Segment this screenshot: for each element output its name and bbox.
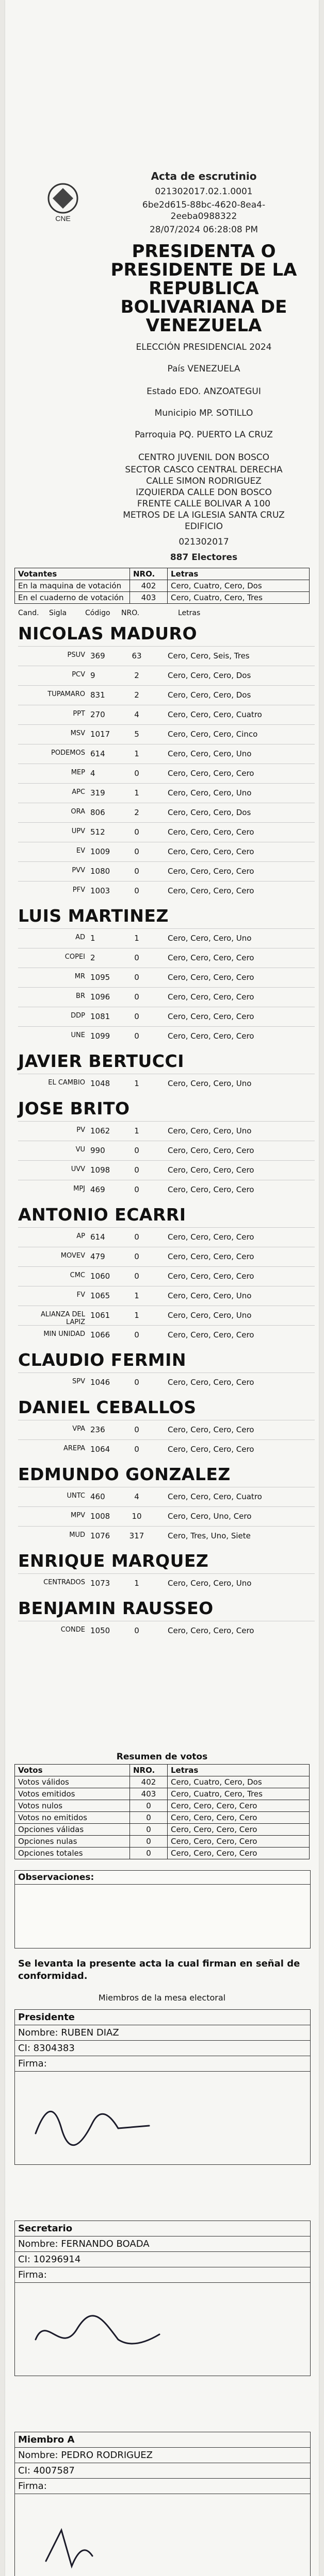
country: País VENEZUELA (167, 364, 240, 374)
candidate-name: BENJAMIN RAUSSEO (18, 1598, 214, 1618)
member-role: Miembro A (15, 2432, 310, 2448)
acta-paper (5, 0, 319, 2576)
party-nro: 2 (134, 690, 139, 700)
party-nro: 0 (134, 847, 139, 856)
party-row (18, 1573, 315, 1594)
party-nro: 0 (134, 1185, 139, 1194)
party-sigla: ALIANZA DEL LAPIZ (41, 1311, 85, 1326)
party-letras: Cero, Cero, Cero, Cero (168, 867, 254, 876)
summary-row: Votos no emitidos 0 Cero, Cero, Cero, Cero (15, 1812, 310, 1824)
svg-text:CNE: CNE (55, 214, 71, 223)
party-letras: Cero, Cero, Cero, Cero (168, 973, 254, 982)
party-sigla: MPV (71, 1512, 85, 1519)
party-nro: 0 (134, 867, 139, 876)
party-row (18, 1325, 315, 1345)
signature-scribble (15, 2494, 310, 2576)
party-cod: 1017 (90, 730, 110, 739)
title-line-1: PRESIDENTA O (132, 241, 276, 262)
party-letras: Cero, Cero, Uno, Cero (168, 1512, 252, 1521)
party-nro: 1 (134, 1126, 139, 1136)
party-cod: 1048 (90, 1079, 110, 1088)
member-signature-box (14, 2432, 311, 2576)
summary-table: Votos NRO. Letras Votos válidos 402 Cero, Cuatro, Cero, Dos Votos emitidos 403 Cero, Cuatro, Cero, Tres Votos nulos 0 Cero, Cero, Cero, Cero Votos no emitidos 0 Cero, Cero, Cero, Cero Opciones válidas 0 Cero, Cero, Cero, Cero Opciones nulas 0 Cero, Cero, Cero, Cero Opciones totales 0 Cero, Cero, Cero, Cero (14, 1764, 310, 1859)
center-name: CENTRO JUVENIL DON BOSCO (138, 452, 270, 463)
signature-area (15, 2494, 310, 2576)
party-cod: 1098 (90, 1165, 110, 1175)
party-cod: 1008 (90, 1512, 110, 1521)
candidate-name: ANTONIO ECARRI (18, 1205, 186, 1225)
address-4: FRENTE CALLE BOLIVAR A 100 (137, 499, 271, 509)
party-nro: 2 (134, 808, 139, 817)
voters-header-nro: NRO. (130, 568, 168, 580)
address-1: SECTOR CASCO CENTRAL DERECHA (125, 465, 283, 475)
summary-row: Opciones nulas 0 Cero, Cero, Cero, Cero (15, 1836, 310, 1848)
party-sigla: AREPA (63, 1445, 85, 1452)
party-cod: 1073 (90, 1579, 110, 1588)
party-letras: Cero, Cero, Cero, Cero (168, 1031, 254, 1041)
party-row (18, 705, 315, 725)
party-letras: Cero, Cero, Cero, Cero (168, 769, 254, 778)
party-sigla: MSV (70, 730, 85, 737)
party-nro: 1 (134, 1079, 139, 1088)
party-nro: 0 (134, 1425, 139, 1434)
voters-row: En el cuaderno de votación 403 Cero, Cuatro, Cero, Tres (15, 592, 310, 604)
party-sigla: PV (76, 1126, 85, 1134)
party-sigla: PCV (72, 671, 85, 679)
party-nro: 1 (134, 749, 139, 758)
party-nro: 0 (134, 1626, 139, 1635)
party-sigla: MOVEV (60, 1252, 85, 1260)
party-row (18, 1026, 315, 1046)
party-nro: 2 (134, 671, 139, 680)
party-row (18, 646, 315, 666)
party-nro: 10 (132, 1512, 142, 1521)
party-sigla: UNTC (67, 1492, 85, 1500)
party-sigla: PODEMOS (51, 749, 85, 757)
party-sigla: MUD (69, 1531, 85, 1539)
party-cod: 319 (90, 788, 105, 798)
party-nro: 1 (134, 934, 139, 943)
party-sigla: MR (74, 973, 85, 980)
party-letras: Cero, Cero, Cero, Uno (168, 934, 252, 943)
party-letras: Cero, Cero, Cero, Uno (168, 749, 252, 758)
party-row (18, 842, 315, 862)
party-row (18, 1227, 315, 1247)
party-cod: 1062 (90, 1126, 110, 1136)
address-2: CALLE SIMON RODRIGUEZ (146, 476, 262, 486)
party-sigla: EV (76, 847, 85, 855)
summary-row: Opciones válidas 0 Cero, Cero, Cero, Cero (15, 1824, 310, 1836)
candidate-name: JAVIER BERTUCCI (18, 1051, 184, 1071)
party-letras: Cero, Cero, Cero, Cero (168, 1185, 254, 1194)
party-row (18, 861, 315, 882)
party-sigla: ORA (71, 808, 85, 816)
party-row (18, 928, 315, 948)
party-sigla: CENTRADOS (43, 1579, 85, 1586)
party-cod: 831 (90, 690, 105, 700)
summary-row: Votos nulos 0 Cero, Cero, Cero, Cero (15, 1800, 310, 1812)
member-firma: Firma: (15, 2267, 310, 2283)
party-letras: Cero, Cero, Seis, Tres (168, 651, 250, 660)
party-cod: 4 (90, 769, 95, 778)
party-cod: 990 (90, 1146, 105, 1155)
party-cod: 1060 (90, 1272, 110, 1281)
party-letras: Cero, Cero, Cero, Cero (168, 1425, 254, 1434)
hash-line-1: 6be2d615-88bc-4620-8ea4- (142, 200, 266, 210)
party-cod: 1095 (90, 973, 110, 982)
member-ci: CI: 10296914 (15, 2252, 310, 2267)
title-line-2: PRESIDENTE DE LA (110, 260, 297, 280)
address-6: EDIFICIO (185, 521, 223, 532)
title-line-5: VENEZUELA (145, 315, 262, 336)
party-letras: Cero, Cero, Cero, Cero (168, 1012, 254, 1021)
summary-row: Opciones totales 0 Cero, Cero, Cero, Cero (15, 1848, 310, 1859)
member-nombre: Nombre: FERNANDO BOADA (15, 2236, 310, 2252)
party-letras: Cero, Cero, Cero, Cero (168, 992, 254, 1002)
party-row (18, 948, 315, 968)
party-sigla: MIN UNIDAD (43, 1330, 85, 1338)
member-ci: CI: 4007587 (15, 2463, 310, 2479)
party-cod: 1080 (90, 867, 110, 876)
title-line-3: REPUBLICA (149, 278, 259, 299)
party-row (18, 803, 315, 823)
voters-header-votantes: Votantes (15, 568, 130, 580)
summary-title: Resumen de votos (116, 1752, 208, 1762)
party-letras: Cero, Cero, Cero, Cero (168, 1378, 254, 1387)
party-cod: 614 (90, 1232, 105, 1242)
party-row (18, 987, 315, 1007)
party-cod: 469 (90, 1185, 105, 1194)
party-nro: 0 (134, 992, 139, 1002)
candidate-name: EDMUNDO GONZALEZ (18, 1464, 231, 1484)
party-sigla: UPV (71, 827, 85, 835)
party-letras: Cero, Cero, Cero, Cuatro (168, 710, 262, 719)
party-row (18, 1141, 315, 1161)
party-letras: Cero, Cero, Cero, Uno (168, 1291, 252, 1300)
municipality: Municipio MP. SOTILLO (154, 408, 253, 418)
party-sigla: UNE (71, 1031, 85, 1039)
party-row (18, 1007, 315, 1027)
candidate-name: NICOLAS MADURO (18, 623, 198, 643)
member-firma: Firma: (15, 2479, 310, 2494)
party-nro: 0 (134, 886, 139, 895)
party-letras: Cero, Cero, Cero, Cinco (168, 730, 258, 739)
party-row (18, 1286, 315, 1306)
party-row (18, 1506, 315, 1527)
party-cod: 270 (90, 710, 105, 719)
party-row (18, 783, 315, 803)
party-row (18, 822, 315, 842)
party-row (18, 1372, 315, 1393)
candidate-name: JOSE BRITO (18, 1098, 130, 1118)
party-cod: 369 (90, 651, 105, 660)
member-firma: Firma: (15, 2056, 310, 2072)
party-nro: 1 (134, 788, 139, 798)
party-letras: Cero, Cero, Cero, Cero (168, 1330, 254, 1340)
party-row (18, 1420, 315, 1440)
party-cod: 1046 (90, 1378, 110, 1387)
party-row (18, 1526, 315, 1546)
party-letras: Cero, Cero, Cero, Cero (168, 1165, 254, 1175)
party-sigla: UVV (71, 1165, 85, 1173)
party-letras: Cero, Cero, Cero, Dos (168, 690, 251, 700)
party-row (18, 881, 315, 901)
party-nro: 1 (134, 1291, 139, 1300)
candidate-name: LUIS MARTINEZ (18, 906, 169, 926)
party-row (18, 1487, 315, 1507)
party-letras: Cero, Cero, Cero, Uno (168, 788, 252, 798)
party-cod: 614 (90, 749, 105, 758)
party-cod: 1096 (90, 992, 110, 1002)
party-letras: Cero, Cero, Cero, Cuatro (168, 1492, 262, 1501)
party-cod: 1061 (90, 1311, 110, 1320)
candidate-name: DANIEL CEBALLOS (18, 1397, 197, 1417)
party-nro: 0 (134, 769, 139, 778)
party-row (18, 1160, 315, 1180)
acta-number: 021302017.02.1.0001 (155, 187, 253, 197)
voters-header-letras: Letras (168, 568, 310, 580)
party-sigla: SPV (72, 1378, 85, 1385)
party-nro: 1 (134, 1311, 139, 1320)
party-sigla: FV (76, 1291, 85, 1299)
party-nro: 0 (134, 827, 139, 837)
party-nro: 0 (134, 1445, 139, 1454)
party-nro: 63 (132, 651, 142, 660)
party-sigla: APC (72, 788, 85, 796)
signature-scribble (15, 2072, 310, 2164)
party-letras: Cero, Cero, Cero, Cero (168, 1445, 254, 1454)
party-row (18, 666, 315, 686)
party-nro: 317 (129, 1531, 144, 1540)
member-nombre: Nombre: PEDRO RODRIGUEZ (15, 2448, 310, 2463)
members-title: Miembros de la mesa electoral (98, 1993, 226, 2003)
party-sigla: MPJ (73, 1185, 85, 1193)
party-row (18, 744, 315, 764)
member-signature-box (14, 2009, 311, 2165)
party-nro: 0 (134, 953, 139, 962)
party-sigla: CMC (70, 1272, 85, 1279)
party-cod: 1003 (90, 886, 110, 895)
party-letras: Cero, Cero, Cero, Uno (168, 1079, 252, 1088)
party-cod: 1099 (90, 1031, 110, 1041)
party-sigla: TUPAMARO (47, 690, 85, 698)
summary-row: Votos válidos 402 Cero, Cuatro, Cero, Dos (15, 1776, 310, 1788)
candidate-name: CLAUDIO FERMIN (18, 1350, 187, 1370)
party-letras: Cero, Cero, Cero, Dos (168, 671, 251, 680)
party-sigla: MEP (71, 769, 85, 776)
party-letras: Cero, Cero, Cero, Cero (168, 1272, 254, 1281)
signature-scribble (15, 2283, 310, 2376)
state: Estado EDO. ANZOATEGUI (147, 386, 261, 397)
observations-box (14, 1870, 311, 1948)
party-letras: Cero, Cero, Cero, Cero (168, 847, 254, 856)
party-letras: Cero, Cero, Cero, Cero (168, 827, 254, 837)
party-nro: 5 (134, 730, 139, 739)
signature-area (15, 2072, 310, 2164)
party-row (18, 724, 315, 744)
party-nro: 0 (134, 1165, 139, 1175)
party-sigla: VU (75, 1146, 85, 1154)
parish: Parroquia PQ. PUERTO LA CRUZ (135, 430, 273, 440)
party-sigla: PFV (72, 886, 85, 894)
party-cod: 1076 (90, 1531, 110, 1540)
party-letras: Cero, Cero, Cero, Cero (168, 886, 254, 895)
party-letras: Cero, Cero, Cero, Cero (168, 1252, 254, 1261)
party-sigla: PVV (72, 867, 85, 874)
party-sigla: COPEI (64, 953, 85, 961)
party-letras: Cero, Cero, Cero, Cero (168, 1232, 254, 1242)
party-cod: 2 (90, 953, 95, 962)
party-row (18, 1266, 315, 1286)
party-row (18, 1439, 315, 1460)
party-letras: Cero, Cero, Cero, Dos (168, 808, 251, 817)
party-sigla: CONDE (60, 1626, 85, 1634)
party-letras: Cero, Cero, Cero, Cero (168, 1146, 254, 1155)
address-5: METROS DE LA IGLESIA SANTA CRUZ (123, 510, 285, 520)
party-sigla: VPA (72, 1425, 85, 1433)
party-cod: 460 (90, 1492, 105, 1501)
party-cod: 1009 (90, 847, 110, 856)
observations-label: Observaciones: (15, 1871, 310, 1885)
party-letras: Cero, Cero, Cero, Uno (168, 1311, 252, 1320)
member-role: Secretario (15, 2221, 310, 2236)
party-nro: 0 (134, 1272, 139, 1281)
party-nro: 4 (134, 710, 139, 719)
address-3: IZQUIERDA CALLE DON BOSCO (136, 487, 272, 498)
election-name: ELECCIÓN PRESIDENCIAL 2024 (136, 342, 272, 352)
member-signature-box (14, 2221, 311, 2376)
party-sigla: EL CAMBIO (48, 1079, 85, 1087)
party-cod: 806 (90, 808, 105, 817)
party-cod: 236 (90, 1425, 105, 1434)
party-sigla: AD (75, 934, 85, 941)
party-row (18, 1621, 315, 1641)
party-cod: 1065 (90, 1291, 110, 1300)
party-letras: Cero, Cero, Cero, Cero (168, 953, 254, 962)
party-cod: 1050 (90, 1626, 110, 1635)
candidate-table-header: Cand. Sigla Código NRO. Letras (18, 609, 201, 617)
party-nro: 0 (134, 973, 139, 982)
party-sigla: BR (76, 992, 85, 1000)
voters-row: En la maquina de votación 402 Cero, Cuatro, Cero, Dos (15, 580, 310, 592)
party-cod: 1064 (90, 1445, 110, 1454)
member-nombre: Nombre: RUBEN DIAZ (15, 2025, 310, 2041)
party-sigla: PSUV (67, 651, 85, 659)
hash-line-2: 2eeba0988322 (170, 211, 237, 222)
party-row (18, 685, 315, 705)
party-letras: Cero, Cero, Cero, Uno (168, 1579, 252, 1588)
party-row (18, 1247, 315, 1267)
party-cod: 9 (90, 671, 95, 680)
party-row (18, 968, 315, 988)
party-row (18, 1180, 315, 1200)
party-nro: 0 (134, 1330, 139, 1340)
voters-table (14, 568, 310, 604)
title-line-4: BOLIVARIANA DE (120, 297, 287, 317)
acta-label: Acta de escrutinio (151, 170, 257, 182)
party-nro: 1 (134, 1579, 139, 1588)
member-ci: CI: 8304383 (15, 2041, 310, 2056)
conformity-text: Se levanta la presente acta la cual firman en señal de conformidad. (18, 1958, 300, 1981)
party-nro: 0 (134, 1012, 139, 1021)
party-nro: 4 (134, 1492, 139, 1501)
summary-row: Votos emitidos 403 Cero, Cuatro, Cero, Tres (15, 1788, 310, 1800)
party-sigla: AP (76, 1232, 85, 1240)
timestamp: 28/07/2024 06:28:08 PM (149, 225, 258, 235)
party-cod: 1 (90, 934, 95, 943)
party-row (18, 1121, 315, 1141)
candidate-name: ENRIQUE MARQUEZ (18, 1551, 209, 1571)
party-letras: Cero, Tres, Uno, Siete (168, 1531, 251, 1540)
party-letras: Cero, Cero, Cero, Cero (168, 1626, 254, 1635)
party-nro: 0 (134, 1031, 139, 1041)
party-row (18, 764, 315, 784)
center-code: 021302017 (179, 537, 229, 547)
party-nro: 0 (134, 1378, 139, 1387)
party-cod: 479 (90, 1252, 105, 1261)
party-cod: 1081 (90, 1012, 110, 1021)
party-letras: Cero, Cero, Cero, Uno (168, 1126, 252, 1136)
electors-count: 887 Electores (170, 552, 238, 563)
party-sigla: PPT (73, 710, 85, 718)
party-cod: 1066 (90, 1330, 110, 1340)
party-sigla: DDP (71, 1012, 85, 1020)
party-row (18, 1074, 315, 1094)
party-nro: 0 (134, 1252, 139, 1261)
party-nro: 0 (134, 1232, 139, 1242)
party-nro: 0 (134, 1146, 139, 1155)
signature-area (15, 2283, 310, 2376)
party-row (18, 1306, 315, 1326)
party-cod: 512 (90, 827, 105, 837)
member-role: Presidente (15, 2010, 310, 2025)
